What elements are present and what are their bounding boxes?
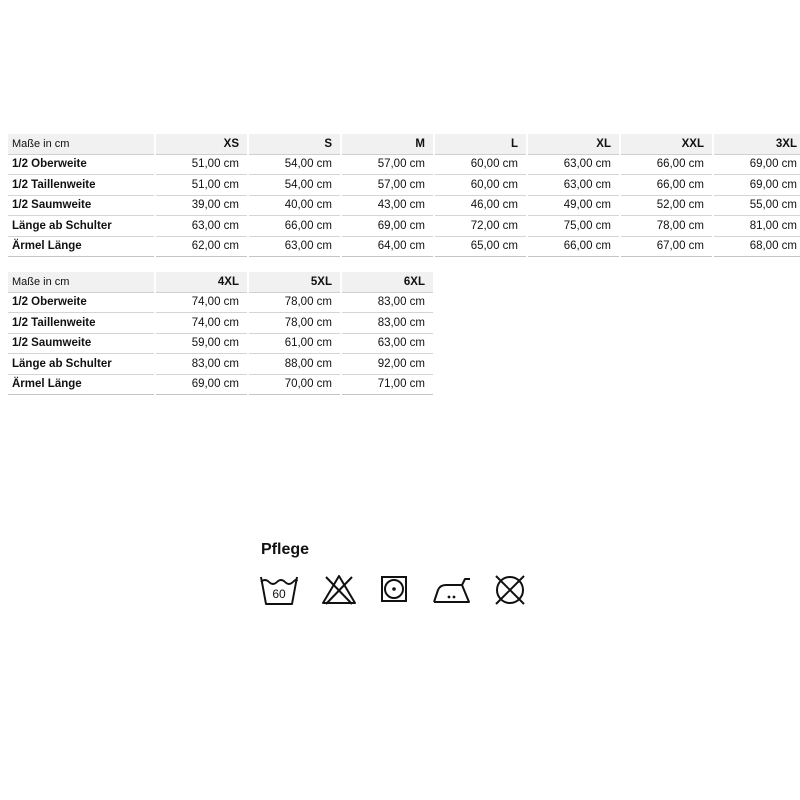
- cell-value: 71,00 cm: [342, 375, 433, 396]
- cell-value: 69,00 cm: [342, 216, 433, 237]
- size-header: 5XL: [249, 272, 340, 293]
- cell-value: 78,00 cm: [249, 293, 340, 314]
- row-label: Ärmel Länge: [8, 237, 154, 258]
- cell-value: 61,00 cm: [249, 334, 340, 355]
- cell-value: 88,00 cm: [249, 354, 340, 375]
- table-row: [8, 237, 800, 258]
- cell-value: 64,00 cm: [342, 237, 433, 258]
- cell-value: 68,00 cm: [714, 237, 800, 258]
- row-label: Länge ab Schulter: [8, 216, 154, 237]
- header-label: Maße in cm: [8, 272, 154, 293]
- cell-value: 72,00 cm: [435, 216, 526, 237]
- table-row: [8, 354, 433, 375]
- cell-value: 65,00 cm: [435, 237, 526, 258]
- cell-value: 66,00 cm: [528, 237, 619, 258]
- cell-value: 60,00 cm: [435, 175, 526, 196]
- cell-value: 74,00 cm: [156, 293, 247, 314]
- cell-value: 81,00 cm: [714, 216, 800, 237]
- size-table-2: [6, 272, 435, 395]
- row-label: Länge ab Schulter: [8, 354, 154, 375]
- care-title: Pflege: [261, 541, 310, 558]
- cell-value: 78,00 cm: [621, 216, 712, 237]
- row-label: 1/2 Saumweite: [8, 334, 154, 355]
- row-label: 1/2 Taillenweite: [8, 175, 154, 196]
- table-row: [8, 375, 433, 396]
- cell-value: 63,00 cm: [156, 216, 247, 237]
- cell-value: 83,00 cm: [342, 313, 433, 334]
- size-header: XL: [528, 134, 619, 155]
- cell-value: 70,00 cm: [249, 375, 340, 396]
- wash-60-icon: [259, 573, 299, 607]
- cell-value: 69,00 cm: [156, 375, 247, 396]
- cell-value: 83,00 cm: [156, 354, 247, 375]
- row-label: 1/2 Oberweite: [8, 293, 154, 314]
- cell-value: 54,00 cm: [249, 155, 340, 176]
- cell-value: 40,00 cm: [249, 196, 340, 217]
- cell-value: 69,00 cm: [714, 155, 800, 176]
- cell-value: 60,00 cm: [435, 155, 526, 176]
- cell-value: 69,00 cm: [714, 175, 800, 196]
- do-not-dry-clean-icon: [492, 573, 528, 607]
- table-header-row: [8, 134, 800, 155]
- table-row: [8, 155, 800, 176]
- table-row: [8, 313, 433, 334]
- cell-value: 49,00 cm: [528, 196, 619, 217]
- row-label: 1/2 Taillenweite: [8, 313, 154, 334]
- cell-value: 57,00 cm: [342, 155, 433, 176]
- cell-value: 52,00 cm: [621, 196, 712, 217]
- cell-value: 51,00 cm: [156, 155, 247, 176]
- cell-value: 66,00 cm: [621, 175, 712, 196]
- cell-value: 75,00 cm: [528, 216, 619, 237]
- table-row: [8, 216, 800, 237]
- row-label: Ärmel Länge: [8, 375, 154, 396]
- table-header-row: [8, 272, 433, 293]
- cell-value: 46,00 cm: [435, 196, 526, 217]
- size-header: XXL: [621, 134, 712, 155]
- size-header: M: [342, 134, 433, 155]
- row-label: 1/2 Saumweite: [8, 196, 154, 217]
- size-header: 6XL: [342, 272, 433, 293]
- size-header: S: [249, 134, 340, 155]
- cell-value: 59,00 cm: [156, 334, 247, 355]
- cell-value: 39,00 cm: [156, 196, 247, 217]
- table-row: [8, 334, 433, 355]
- wash-temperature: 60: [272, 587, 286, 601]
- iron-medium-icon: [432, 573, 472, 607]
- header-label: Maße in cm: [8, 134, 154, 155]
- size-header: 3XL: [714, 134, 800, 155]
- cell-value: 43,00 cm: [342, 196, 433, 217]
- cell-value: 54,00 cm: [249, 175, 340, 196]
- table-row: [8, 175, 800, 196]
- cell-value: 74,00 cm: [156, 313, 247, 334]
- tumble-dry-low-icon: [380, 573, 408, 607]
- cell-value: 66,00 cm: [249, 216, 340, 237]
- table-row: [8, 196, 800, 217]
- cell-value: 92,00 cm: [342, 354, 433, 375]
- cell-value: 51,00 cm: [156, 175, 247, 196]
- cell-value: 63,00 cm: [528, 155, 619, 176]
- cell-value: 78,00 cm: [249, 313, 340, 334]
- cell-value: 62,00 cm: [156, 237, 247, 258]
- size-table-1: [6, 134, 800, 257]
- cell-value: 57,00 cm: [342, 175, 433, 196]
- size-header: XS: [156, 134, 247, 155]
- size-header: L: [435, 134, 526, 155]
- cell-value: 63,00 cm: [249, 237, 340, 258]
- size-header: 4XL: [156, 272, 247, 293]
- row-label: 1/2 Oberweite: [8, 155, 154, 176]
- cell-value: 67,00 cm: [621, 237, 712, 258]
- do-not-bleach-icon: [321, 573, 357, 607]
- cell-value: 66,00 cm: [621, 155, 712, 176]
- cell-value: 63,00 cm: [528, 175, 619, 196]
- cell-value: 63,00 cm: [342, 334, 433, 355]
- cell-value: 55,00 cm: [714, 196, 800, 217]
- table-row: [8, 293, 433, 314]
- cell-value: 83,00 cm: [342, 293, 433, 314]
